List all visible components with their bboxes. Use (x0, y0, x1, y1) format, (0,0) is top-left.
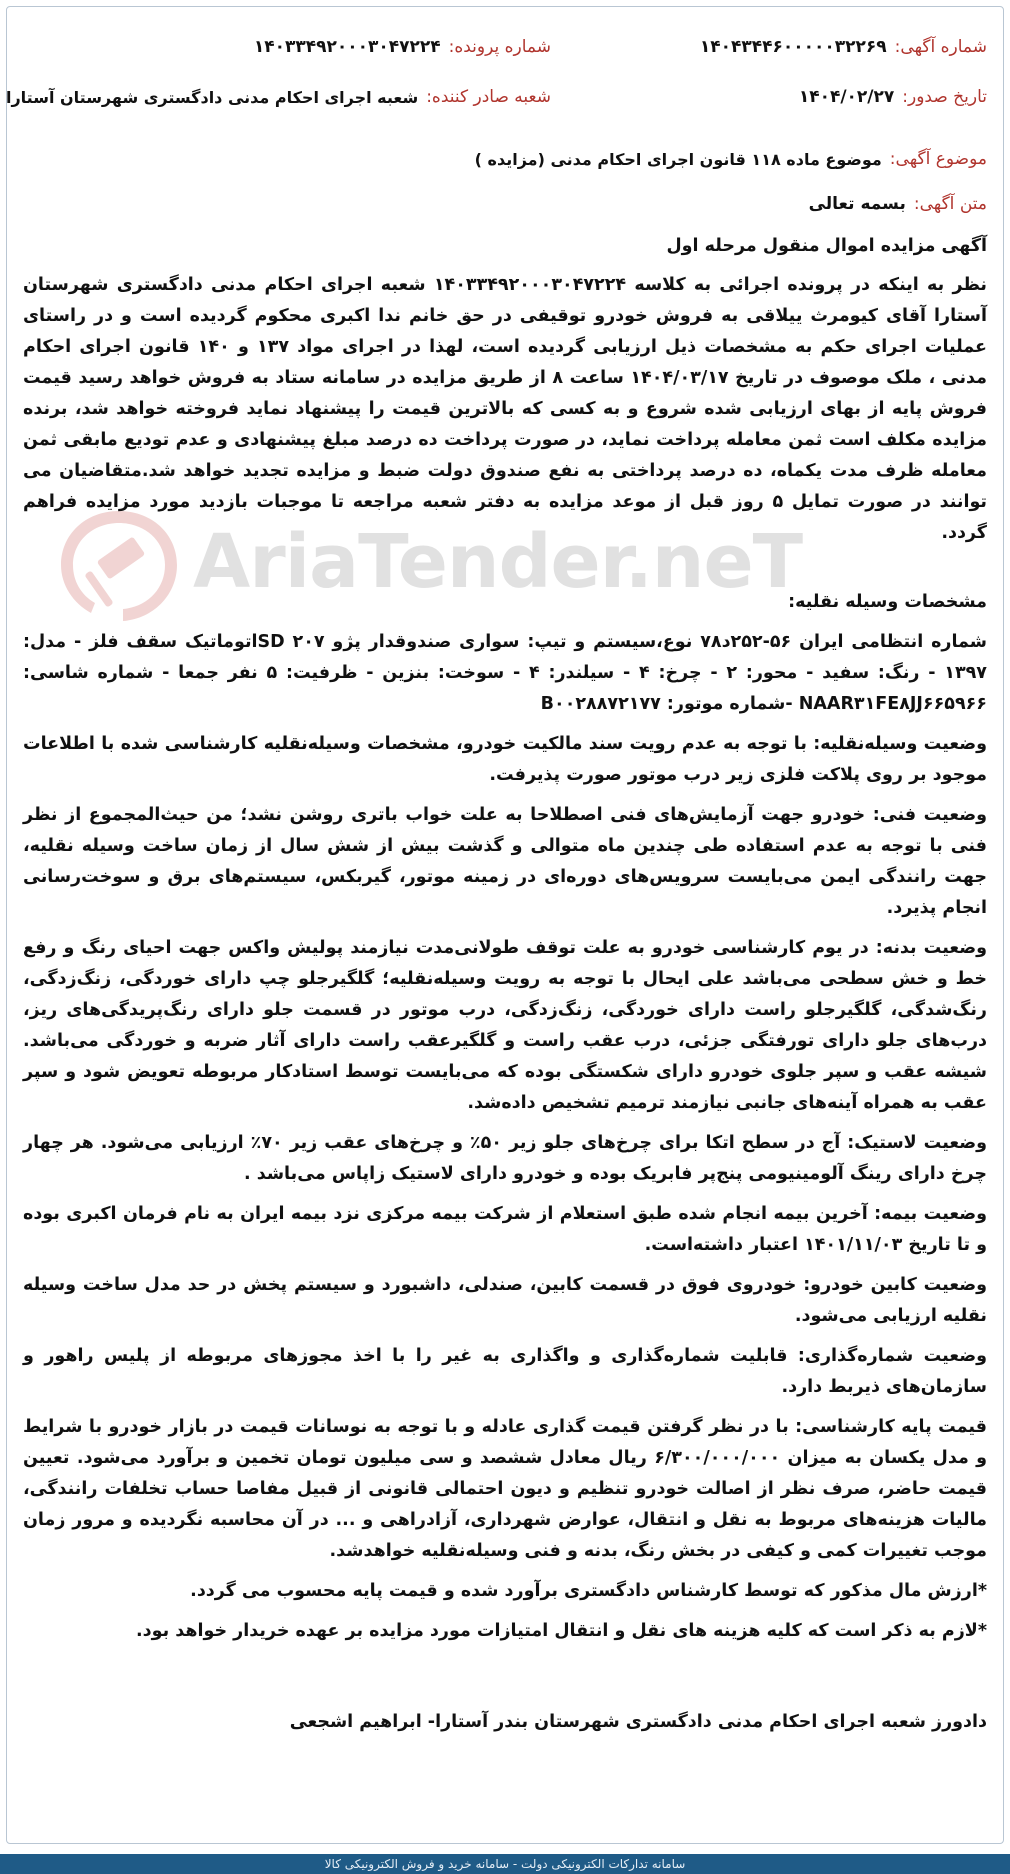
status-insurance: وضعیت بیمه: آخرین بیمه انجام شده طبق استعلام از شرکت بیمه مرکزی نزد بیمه ایران به نام فرمان اکبری بوده و تا تاریخ ۱۴۰۱/۱۱/۰۳ اعتبار داشته‌است. (23, 1204, 987, 1255)
ad-title: آگهی مزایده اموال منقول مرحله اول (666, 236, 987, 256)
ad-number-row (700, 31, 987, 63)
ad-content (23, 231, 987, 1747)
body-intro: بسمه تعالی (808, 194, 906, 214)
watermark-text: AriaTender.neT (193, 519, 803, 605)
base-price: قیمت پایه کارشناسی: با در نظر گرفتن قیمت گذاری عادله و با توجه به نوسانات قیمت در بازار خودرو با شرایط و مدل یکسان به میزان ۶/۳۰۰/۰۰۰/۰۰۰ ریال معادل ششصد و سی میلیون تومان تخمین و برآورد می‌شود. تعیین قیمت حاضر، صرف نظر از اصالت خودرو تنظیم و دیون احتمالی قانونی از قبیل مفاصا حساب تخلفات رانندگی، مالیات هزینه‌های مربوط به نقل و انتقال، عوارض شهرداری، آزادراهی و ... در آن محاسبه نگردیده و مرور زمان موجب تغییرات کمی و کیفی در بخش رنگ، بدنه و فنی وسیله‌نقلیه خواهدشد. (23, 1417, 988, 1561)
status-vehicle: وضعیت وسیله‌نقلیه: با توجه به عدم رویت سند مالکیت خودرو، مشخصات وسیله‌نقلیه کارشناسی شده با اطلاعات موجود بر روی پلاکت فلزی زیر درب موتور صورت پذیرفت. (23, 734, 987, 785)
body-label-row (809, 188, 987, 220)
issue-date-row (799, 81, 987, 113)
intro-paragraph: نظر به اینکه در پرونده اجرائی به کلاسه ۱۴۰۳۳۴۹۲۰۰۰۳۰۴۷۲۲۴ شعبه اجرای احکام مدنی دادگستری شهرستان آستارا آقای کیومرث ییلاقی به فروش خودرو توقیفی در حق خانم ندا اکبری محکوم گردیده است و در راستای عملیات اجرای حکم به مشخصات ذیل ارزیابی گردیده است، لهذا در اجرای مواد ۱۳۷ و ۱۴۰ قانون اجرای احکام مدنی ، ملک موصوف در تاریخ ۱۴۰۴/۰۳/۱۷ ساعت ۸ از طریق مزایده در سامانه ستاد به فروش خواهد رسید قیمت فروش پایه از بهای ارزیابی شده شروع و به کسی که بالاترین قیمت را پیشنهاد نماید فروخته خواهد شد، برنده مزایده مکلف است ثمن معامله پرداخت نماید، در صورت پرداخت ده درصد مبلغ پیشنهادی و عدم تودیع مابقی ثمن معامله ظرف مدت یکماه، ده درصد پرداختی به نفع صندوق دولت ضبط و مزایده تجدید خواهد شد.متقاضیان می توانند در صورت تمایل ۵ روز قبل از موعد مزایده به دفتر شعبه مراجعه تا موجبات بازدید مورد مزایده فراهم گردد. (23, 275, 987, 543)
status-tire: وضعیت لاستیک: آج در سطح اتکا برای چرخ‌های جلو زیر ۵۰٪ و چرخ‌های عقب زیر ۷۰٪ ارزیابی می‌شود. هر چهار چرخ دارای رینگ آلومینیومی پنج‌پر فابریک بوده و خودرو دارای لاستیک زاپاس می‌باشد . (23, 1133, 987, 1184)
note-1: *ارزش مال مذکور که توسط کارشناس دادگستری برآورد شده و قیمت پایه محسوب می گردد. (190, 1581, 987, 1601)
branch: شعبه اجرای احکام مدنی دادگستری شهرستان آستارا (5, 87, 419, 107)
status-cabin: وضعیت کابین خودرو: خودروی فوق در قسمت کابین، صندلی، داشبورد و سیستم پخش در حد مدل ساخت وسیله نقلیه ارزیابی می‌شود. (23, 1275, 987, 1326)
status-tech: وضعیت فنی: خودرو جهت آزمایش‌های فنی اصطلاحا به علت خواب باتری روشن نشد؛ من حیث‌المجموع از نظر فنی با توجه به عدم استفاده طی چندین ماه متوالی و گذشت بیش از شش سال از زمان ساخت وسیله نقلیه، جهت رانندگی ایمن می‌بایست سرویس‌های دوره‌ای در زمینه موتور، گیربکس، سیستم‌های برق و سوخت‌رسانی انجام پذیرد. (23, 805, 987, 918)
issue-date-label: تاریخ صدور: (902, 87, 987, 107)
subject-row (475, 143, 987, 175)
vehicle-title: مشخصات وسیله نقلیه: (788, 592, 987, 612)
ad-number: ۱۴۰۴۳۴۴۶۰۰۰۰۰۳۲۲۶۹ (699, 37, 887, 57)
footer-bar: سامانه تدارکات الکترونیکی دولت - سامانه خرید و فروش الکترونیکی کالا (0, 1854, 1010, 1874)
vehicle-specs: شماره انتظامی ایران ۵۶-۲۵۲د۷۸ نوع،سیستم و تیپ: سواری صندوقدار پژو SD ۲۰۷اتوماتیک سقف فلز - مدل: ۱۳۹۷ - رنگ: سفید - محور: ۲ - چرخ: ۴ - سیلندر: ۴ - سوخت: بنزین - ظرفیت: ۵ نفر جمعا - شماره شاسی: NAAR۳۱FE۸JJ۶۶۵۹۶۶ -شماره موتور: B۰۰۲۸۸۷۲۱۷۷ (23, 632, 987, 714)
note-2: *لازم به ذکر است که کلیه هزینه های نقل و انتقال امتیازات مورد مزایده بر عهده خریدار خواهد بود. (136, 1621, 987, 1641)
ad-card (6, 6, 1004, 1844)
branch-row (6, 81, 551, 113)
status-body: وضعیت بدنه: در یوم کارشناسی خودرو به علت توقف طولانی‌مدت نیازمند پولیش واکس جهت احیای رنگ و رفع خط و خش سطحی می‌باشد علی ایحال با توجه به رویت وسیله‌نقلیه؛ گلگیرجلو چپ دارای خوردگی، زنگ‌زدگی، رنگ‌شدگی، گلگیرجلو راست دارای خوردگی، زنگ‌زدگی، درب موتور در قسمت جلو دارای رنگ‌پریدگی‌های ریز، درب‌های جلو دارای تورفتگی جزئی، درب عقب راست و گلگیرعقب راست دارای آثار ضربه و خوردگی می‌باشد. شیشه عقب و سپر جلوی خودرو دارای شکستگی بوده که می‌بایست توسط استادکار مربوطه تعویض شود و سپر عقب به همراه آینه‌های جانبی نیازمند ترمیم تشخیص داده‌شد. (23, 938, 987, 1113)
subject-label: موضوع آگهی: (889, 149, 987, 169)
signature: دادورز شعبه اجرای احکام مدنی دادگستری شهرستان بندر آستارا- ابراهیم اشجعی (289, 1712, 987, 1732)
body-label: متن آگهی: (913, 194, 987, 214)
case-number-row (254, 31, 551, 63)
status-plate: وضعیت شماره‌گذاری: قابلیت شماره‌گذاری و واگذاری به غیر را با اخذ مجوزهای مربوطه از پلیس راهور و سازمان‌های ذیربط دارد. (23, 1346, 987, 1397)
ad-number-label: شماره آگهی: (894, 37, 987, 57)
subject: موضوع ماده ۱۱۸ قانون اجرای احکام مدنی (مزایده ) (474, 149, 882, 169)
issue-date: ۱۴۰۴/۰۲/۲۷ (798, 87, 895, 107)
branch-label: شعبه صادر کننده: (426, 87, 551, 107)
case-number-label: شماره پرونده: (448, 37, 551, 57)
case-number: ۱۴۰۳۳۴۹۲۰۰۰۳۰۴۷۲۲۴ (253, 37, 441, 57)
